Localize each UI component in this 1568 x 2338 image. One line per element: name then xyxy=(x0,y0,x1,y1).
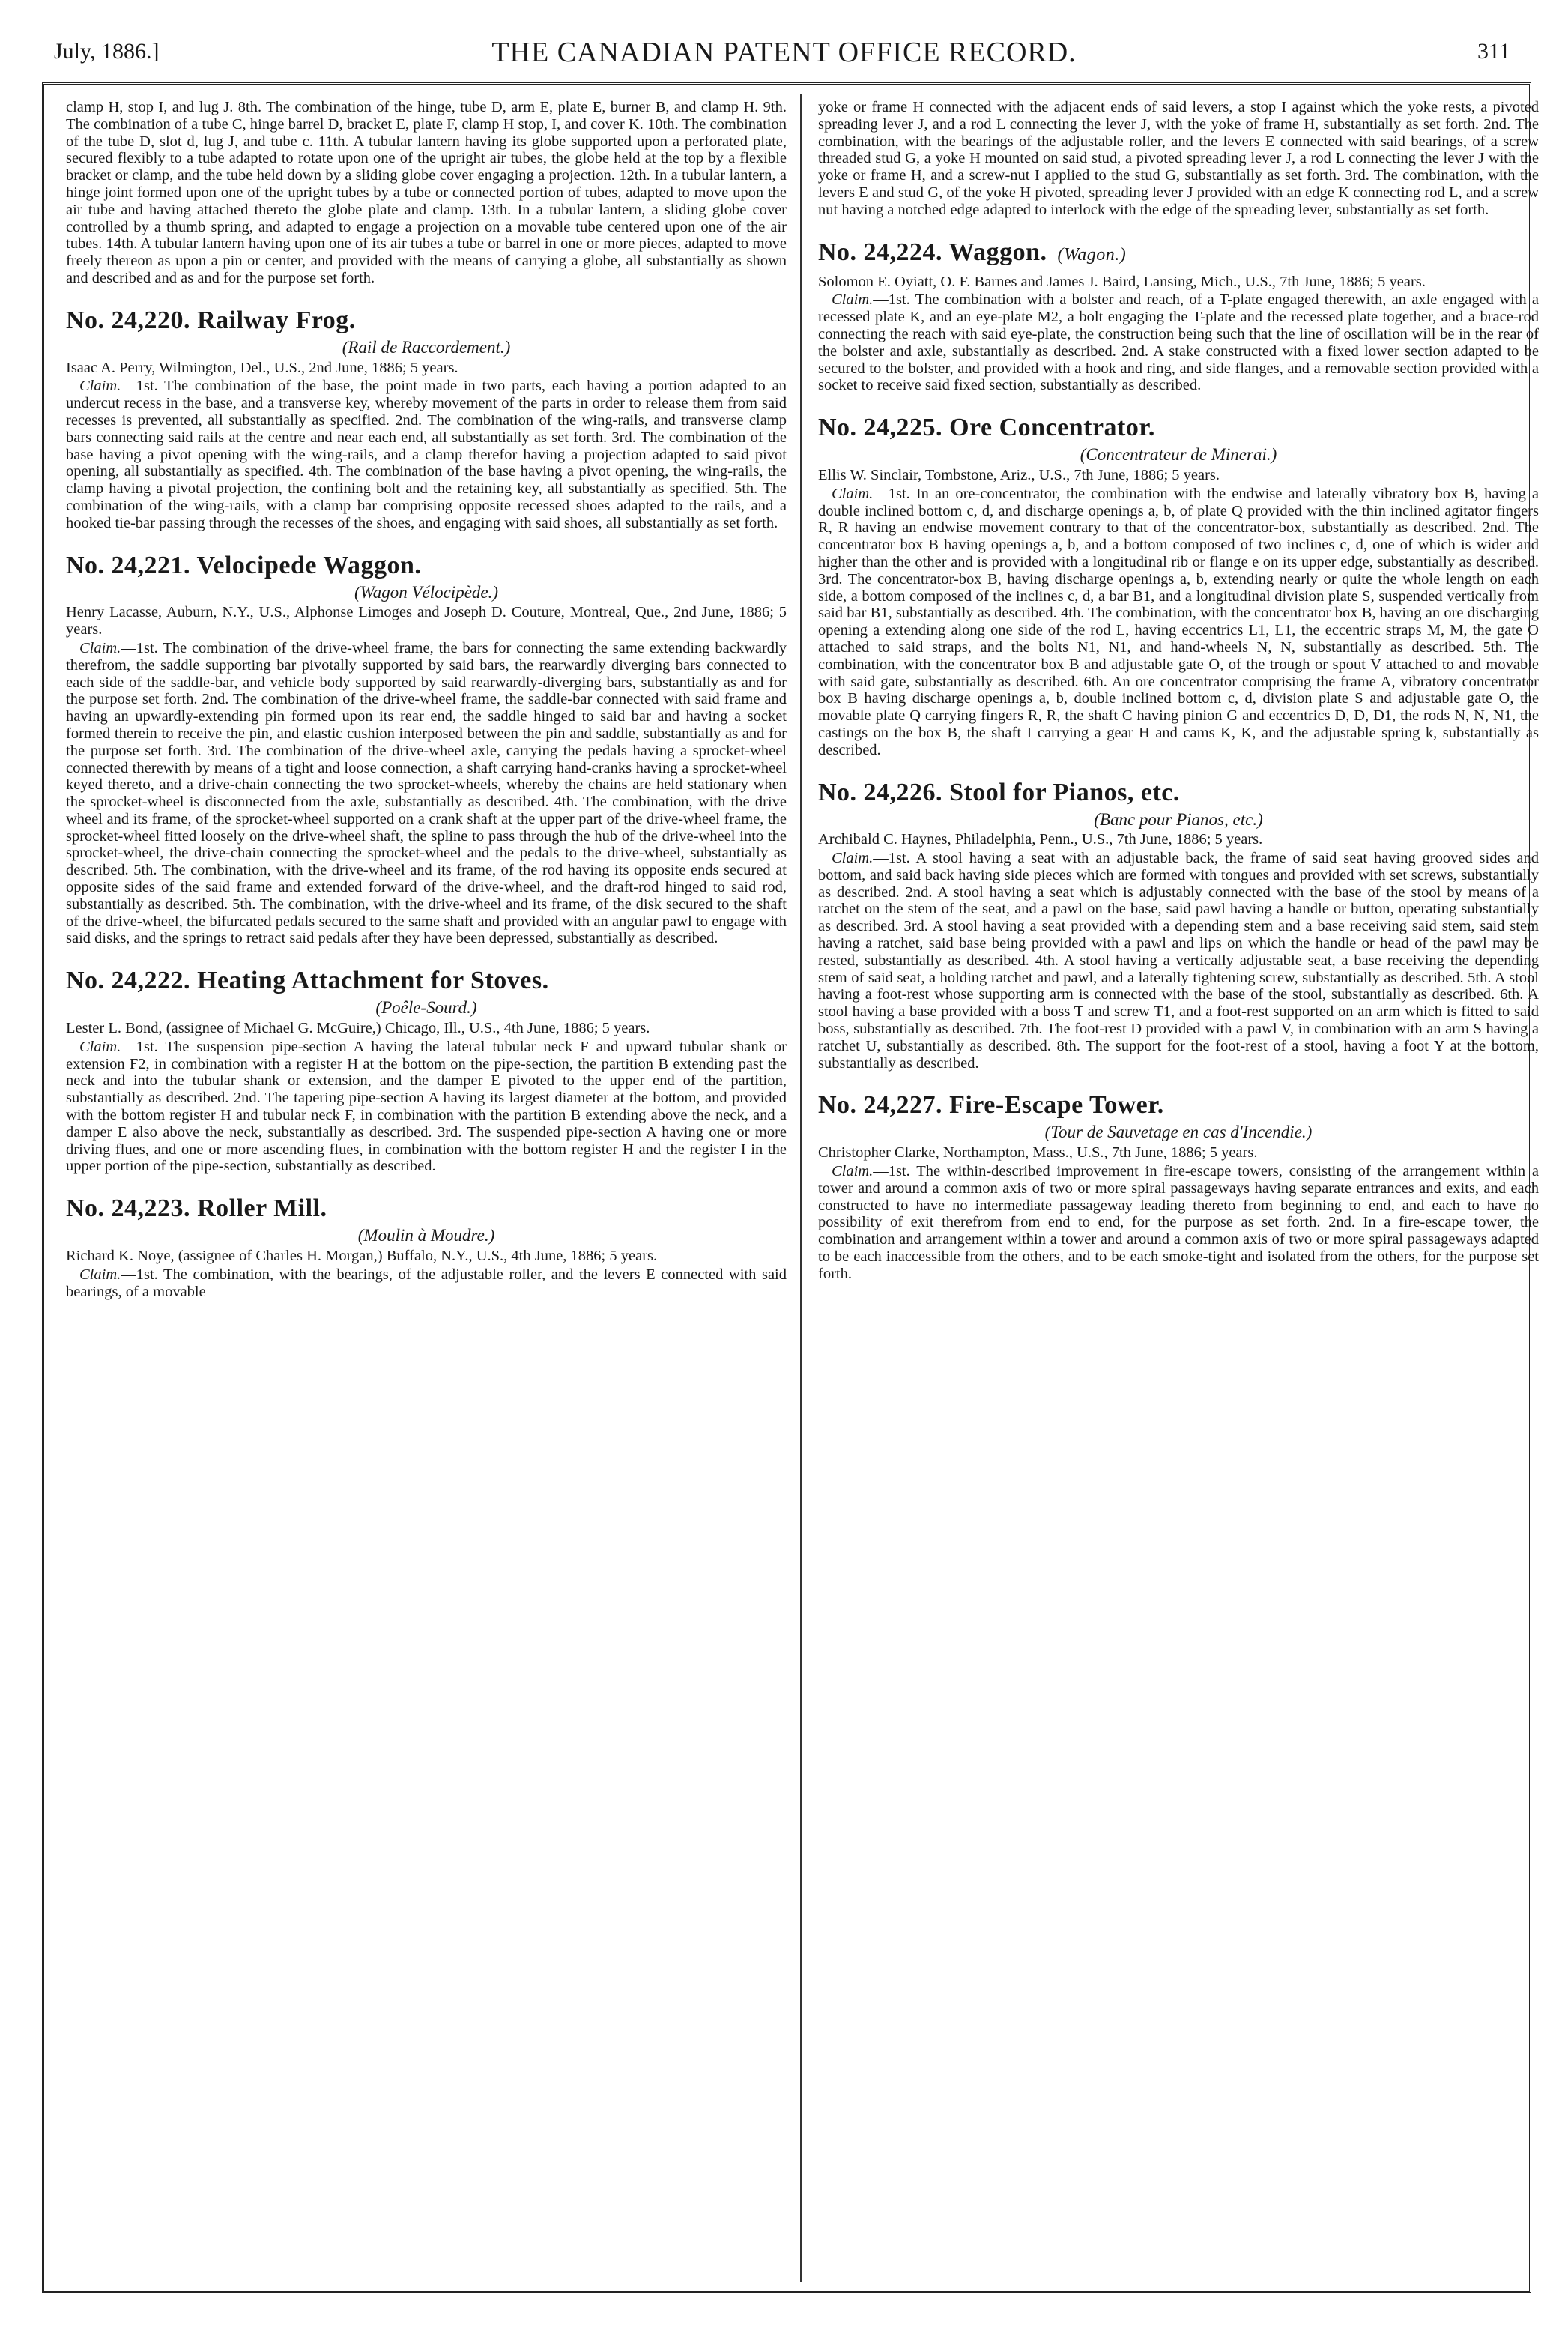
claim-body: —1st. In an ore-concentrator, the combination with the endwise and laterally vibratory box B, having a double inclined bottom c, d, and discharge openings a, b, of plate Q provided with the thin inclined agitator fingers R, R having an endwise movement contrary to that of the concentrator-box, substantially as described. 2nd. The concentrator box B having openings a, b, and a bottom composed of two inclines c, d, one of which is wider and higher than the other and is provided with a longitudinal rib or flange e on its upper edge, substantially as described. 3rd. The concentrator-box B, having discharge openings a, b, extending nearly or quite the whole length on each side, a bottom composed of the inclines c, d, a bar B1, and a longitudinal division plate S, suspended vertically from said bar B1, substantially as described. 4th. The combination, with the concentrator box B, having an ore discharging opening a extending along one side of the rod L, having eccentrics L1, L1, the eccentric straps M, M, the gate O attached to said straps, and the bolts N1, N1, and hand-wheels N, N, substantially as described. 5th. The combination, with the concentrator box B and adjustable gate O, of the trough or spout V attached to and movable with said gate, substantially as described. 6th. An ore concentrator comprising the frame A, vibratory concentrator box B having discharge openings a, b, double inclined bottom c, d, division plate S and adjustable gate O, the movable plate Q carrying fingers R, R, the shaft C having pinion G and eccentrics D, D, D1, the rods N, N, N1, the castings on the box B, the shaft I carrying a gear H and cams K, K, and the adjustable spring k, substantially as described. xyxy=(818,485,1539,758)
french-title: (Wagon Vélocipède.) xyxy=(354,582,499,602)
patent-entry-24220 xyxy=(66,306,787,532)
claim-text xyxy=(818,486,1539,759)
inventor-line: Archibald C. Haynes, Philadelphia, Penn., U.S., 7th June, 1886; 5 years. xyxy=(818,831,1263,848)
claim-label: Claim. xyxy=(832,850,874,867)
inventor-line: Ellis W. Sinclair, Tombstone, Ariz., U.S., 7th June, 1886; 5 years. xyxy=(818,466,1220,483)
patent-title: Roller Mill. xyxy=(197,1194,327,1223)
patent-number: No. 24,224. xyxy=(818,238,943,266)
left-column xyxy=(66,99,787,1302)
claim-label: Claim. xyxy=(79,1038,121,1055)
patent-number: No. 24,220. xyxy=(66,306,191,334)
claim-body: —1st. The combination of the drive-wheel frame, the bars for connecting the same extending backwardly therefrom, the saddle supporting bar pivotally supported by said bars, the rearwardly diverging bars connected to each side of the saddle-bar, and vehicle body supported by said rearwardly-diverging bars, substantially as and for the purpose set forth. 2nd. The combination of the drive-wheel frame, the saddle-bar connected with said frame and having an upwardly-extending pin formed upon its rear end, the saddle hinged to said bar and having a socket formed therein to receive the pin, and elastic cushion interposed between the pin and saddle, substantially as and for the purpose set forth. 3rd. The combination of the drive-wheel axle, carrying the pedals having a sprocket-wheel connected therewith by means of a tight and loose connection, a shaft carrying hand-cranks having a sprocket-wheel keyed thereto, and a drive-chain connecting the two sprocket-wheels, whereby the chains are held stationary when the sprocket-wheel is disconnected from the axle, substantially as described. 4th. The combination, with the drive wheel and its frame, of the sprocket-wheel supported on a crank shaft at the upper part of the drive-wheel frame, the sprocket-wheel fitted loosely on the drive-wheel shaft, the spline to pass through the hub of the drive-wheel into the sprocket-wheel, the drive-chain connecting the sprocket-wheel and the pedals to the drive-wheel, substantially as described. 5th. The combination, with the drive-wheel and its frame, of the rod having its opposite ends secured at opposite sides of the said frame and extended forward of the drive-wheel, and the draft-rod hinged to said rod, substantially as described. 5th. The combination, with the drive-wheel and its frame, of the disk secured to the shaft of the drive-wheel, the bifurcated pedals secured to the same shaft and provided with an angular pawl to engage with said disks, and the springs to retract said pedals after they have been depressed, substantially as described. xyxy=(66,639,787,947)
patent-title: Velocipede Waggon. xyxy=(196,551,422,579)
claim-text xyxy=(818,1163,1539,1283)
patent-entry-24224 xyxy=(818,238,1539,395)
french-title: (Tour de Sauvetage en cas d'Incendie.) xyxy=(1044,1123,1313,1142)
patent-number: No. 24,223. xyxy=(66,1194,191,1223)
claim-body: —1st. A stool having a seat with an adjustable back, the frame of said seat having grooved sides and bottom, and said back having side pieces which are formed with tongues and provided with set screws, substantially as described. 2nd. A stool having a seat which is adjustably connected with the base of the stool by means of a ratchet on the stem of the seat, and a pawl on the base, said pawl having a handle or button, operating substantially as described. 3rd. A stool having a seat provided with a depending stem and a base receiving said stem, said stem having a ratchet, said base being provided with a pawl and lips on which the handle or head of the pawl may be rested, substantially as described. 4th. A stool having a vertically adjustable seat, a base receiving the depending stem of said seat, a holding ratchet and pawl, and a laterally tightening screw, substantially as described. 5th. A stool having a foot-rest whose supporting arm is connected with the base of the stool, substantially as described. 6th. A stool having a base provided with a boss T and screw T1, and a foot-rest supported on an arm which is fitted to said boss, substantially as described. 7th. The foot-rest D provided with a pawl V, in combination with an arm S having a ratchet U, substantially as described. 8th. The support for the foot-rest of a stool, having a foot Y at the bottom, substantially as described. xyxy=(818,850,1539,1072)
inventor-line: Henry Lacasse, Auburn, N.Y., U.S., Alphonse Limoges and Joseph D. Couture, Montreal, Que., 2nd June, 1886; 5 years. xyxy=(66,604,787,638)
claim-text xyxy=(66,640,787,947)
patent-entry-24227 xyxy=(818,1091,1539,1282)
claim-body: —1st. The within-described improvement in fire-escape towers, consisting of the arrangement within a tower and around a common axis of two or more spiral passageways having separate entrances and exits, and each constructed to have no intermediate passageway leading thereto from beginning to end, and each to have no possibility of exit therefrom from end to end, for the purpose as set forth. 2nd. In a fire-escape tower, the combination and arrangement within a tower and around a common axis of two or more spiral passageways adapted to be each inaccessible from the others, and to be each smoke-tight and isolated from the others, for the purpose set forth. xyxy=(818,1163,1539,1282)
claim-text xyxy=(66,1039,787,1175)
patent-heading xyxy=(66,1194,787,1223)
patent-heading xyxy=(66,967,787,995)
patent-title: Railway Frog. xyxy=(197,306,356,334)
patent-heading xyxy=(66,306,787,335)
patent-entry-24221 xyxy=(66,552,787,948)
french-title: (Concentrateur de Minerai.) xyxy=(1080,445,1277,465)
patent-heading xyxy=(66,552,787,580)
patent-title: Fire-Escape Tower. xyxy=(949,1091,1164,1120)
patent-heading xyxy=(818,1091,1539,1120)
patent-number: No. 24,226. xyxy=(818,778,943,806)
patent-number: No. 24,221. xyxy=(66,551,191,579)
patent-heading xyxy=(818,414,1539,442)
patent-title: Heating Attachment for Stoves. xyxy=(197,967,549,995)
claim-label: Claim. xyxy=(79,639,121,656)
claim-text xyxy=(66,378,787,531)
patent-title: Ore Concentrator. xyxy=(949,414,1155,442)
patent-number: No. 24,222. xyxy=(66,967,191,995)
continued-claims: clamp H, stop I, and lug J. 8th. The combination of the hinge, tube D, arm E, plate E, burner B, and clamp H. 9th. The combination of a tube C, hinge barrel D, bracket E, plate F, clamp H stop, I, and cover K. 10th. The combination of the tube D, slot d, lug J, and tube c. 11th. A tubular lantern having its globe supported upon a perforated plate, secured flexibly to a tube adapted to rotate upon one of the upright air tubes, the globe held at the top by a flexible bracket or clamp, and the tube held down by a sliding globe cover engaging a projection. 12th. In a tubular lantern, a hinge joint formed upon one of the upright tubes by a tube or connected portion of tubes, adapted to move upon the air tube and having attached thereto the globe plate and clamp. 13th. In a tubular lantern, a sliding globe cover controlled by a thumb spring, and adapted to engage a projection on a movable tube centered upon one of the air tubes. 14th. A tubular lantern having upon one of its air tubes a tube or barrel in one or more pieces, adapted to move freely thereon as upon a pin or center, and provided with the means of carrying a globe, all substantially as shown and described and as and for the purpose set forth. xyxy=(66,99,787,286)
column-divider xyxy=(800,94,802,2282)
page-number: 311 xyxy=(1477,39,1510,64)
inventor-line: Lester L. Bond, (assignee of Michael G. McGuire,) Chicago, Ill., U.S., 4th June, 1886; 5 years. xyxy=(66,1020,650,1037)
patent-title: Stool for Pianos, etc. xyxy=(949,778,1180,806)
claim-label: Claim. xyxy=(79,1266,121,1283)
patent-entry-24223 xyxy=(66,1194,787,1300)
patent-number: No. 24,227. xyxy=(818,1091,943,1120)
claim-label: Claim. xyxy=(832,292,874,309)
claim-text xyxy=(66,1266,787,1301)
patent-entry-24226 xyxy=(818,779,1539,1072)
patent-entry-24225 xyxy=(818,414,1539,758)
patent-number: No. 24,225. xyxy=(818,414,943,442)
publication-title: THE CANADIAN PATENT OFFICE RECORD. xyxy=(491,37,1077,68)
inventor-line: Solomon E. Oyiatt, O. F. Barnes and James J. Baird, Lansing, Mich., U.S., 7th June, 1886; 5 years. xyxy=(818,273,1426,290)
patent-entry-24222 xyxy=(66,967,787,1175)
claim-body: —1st. The combination, with the bearings, of the adjustable roller, and the levers E connected with said bearings, of a movable xyxy=(66,1266,787,1300)
patent-heading xyxy=(818,779,1539,807)
patent-title: Waggon. xyxy=(948,238,1047,266)
right-column xyxy=(818,99,1539,1284)
claim-body: —1st. The combination with a bolster and reach, of a T-plate engaged therewith, an axle engaged with a recessed plate K, and an eye-plate M2, a bolt engaging the T-plate and the recessed plate together, and a brace-rod connecting the reach with said eye-plate, the construction being such that the line of oscillation will be in the rear of the bolster and axle, substantially as described. 2nd. A stake constructed with a fixed lower section adapted to be secured to the bolster, and provided with a hook and ring, and side flanges, and a removable section provided with a socket to receive said fixed section, substantially as described. xyxy=(818,292,1539,394)
patent-heading xyxy=(818,238,1539,269)
french-title: (Rail de Raccordement.) xyxy=(342,337,511,357)
claim-label: Claim. xyxy=(79,378,121,395)
french-title: (Moulin à Moudre.) xyxy=(357,1226,495,1245)
french-title: (Poêle-Sourd.) xyxy=(375,998,477,1018)
claim-text xyxy=(818,292,1539,394)
issue-date: July, 1886.] xyxy=(54,39,160,64)
french-title: (Wagon.) xyxy=(1057,244,1127,265)
claim-body: —1st. The combination of the base, the point made in two parts, each having a portion adapted to an undercut recess in the base, and a transverse key, whereby movement of the parts in order to release them from said recesses is prevented, all substantially as specified. 2nd. The combination of the wing-rails, and transverse clamp bars connecting said rails at the centre and near each end, all substantially as set forth. 3rd. The combination of the base having a pivot opening with the wing-rails, and a clamp therefor having a projection adapted to said pivot opening, all substantially as specified. 4th. The combination of the base having a pivot opening, the wing-rails, the clamp having a pivotal projection, the confining bolt and the retaining key, all substantially as specified. 5th. The combination of the wing-rails, with a clamp bar comprising opposite recessed shoes adapted to the rails, and a hooked tie-bar passing through the recesses of the shoes, and engaging with said shoes, all substantially as set forth. xyxy=(66,378,787,531)
inventor-line: Christopher Clarke, Northampton, Mass., U.S., 7th June, 1886; 5 years. xyxy=(818,1144,1258,1162)
french-title: (Banc pour Pianos, etc.) xyxy=(1094,809,1263,829)
inventor-line: Richard K. Noye, (assignee of Charles H. Morgan,) Buffalo, N.Y., U.S., 4th June, 1886; 5 years. xyxy=(66,1248,658,1265)
claim-label: Claim. xyxy=(832,1163,874,1180)
claim-body: —1st. The suspension pipe-section A having the lateral tubular neck F and upward tubular shank or extension F2, in combination with a register H at the bottom on the pipe-section, the partition B extending past the neck and into the tubular shank or extension, and the damper E pivoted to the upper end of the partition, substantially as described. 2nd. The tapering pipe-section A having its largest diameter at the bottom, and provided with the bottom register H and tubular neck F, in combination with the partition B extending above the neck, and a damper E also above the neck, substantially as described. 3rd. The suspended pipe-section A having one or more driving flues, and one or more ascending flues, in combination with the bottom register H and the register I in the upper portion of the pipe-section, substantially as described. xyxy=(66,1038,787,1175)
claim-label: Claim. xyxy=(832,485,874,502)
continued-claims: yoke or frame H connected with the adjacent ends of said levers, a stop I against which the yoke rests, a pivoted spreading lever J, and a rod L connecting the lever J, with the yoke of frame H, substantially as set forth. 2nd. The combination, with the bearings of the adjustable roller, and the levers E connected with said bearings, of a screw threaded stud G, a yoke H mounted on said stud, a pivoted spreading lever J, a rod L connecting the lever J with the yoke or frame H, and a screw-nut I applied to the stud G, substantially as set forth. 3rd. The combination, with the levers E and stud G, of the yoke H pivoted, spreading lever J provided with an edge K connecting rod L, and a screw nut having a notched edge adapted to interlock with the edge of the spreading lever, substantially as set forth. xyxy=(818,99,1539,218)
inventor-line: Isaac A. Perry, Wilmington, Del., U.S., 2nd June, 1886; 5 years. xyxy=(66,359,458,376)
claim-text xyxy=(818,850,1539,1072)
